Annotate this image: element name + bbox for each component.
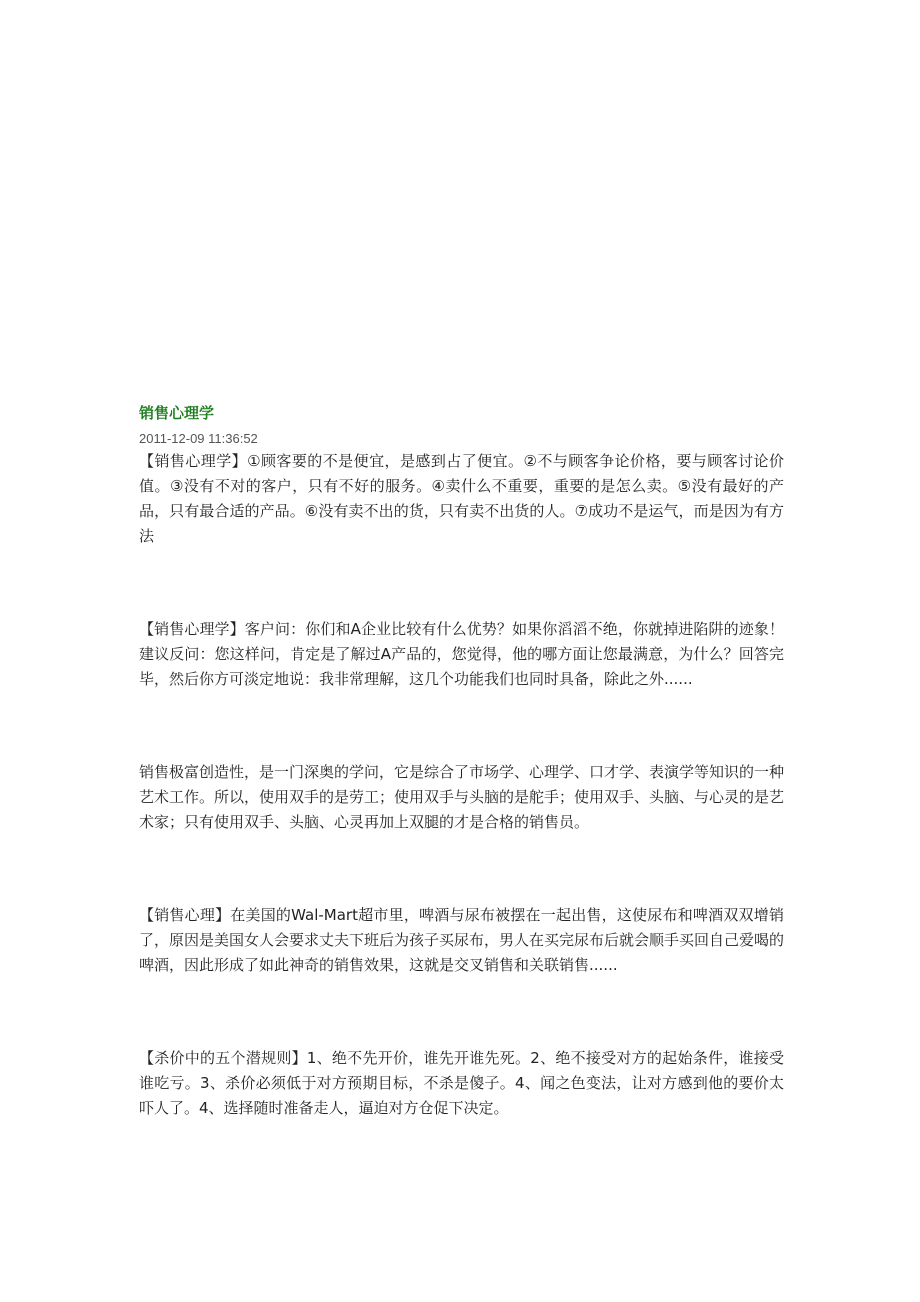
article-date: 2011-12-09 11:36:52 xyxy=(139,431,258,446)
article xyxy=(139,402,784,1121)
paragraph-competitor-question: 【销售心理学】客户问：你们和A企业比较有什么优势？如果你滔滔不绝，你就掉进陷阱的迹象！建议反问：您这样问，肯定是了解过A产品的，您觉得，他的哪方面让您最满意，为什么？回答完毕，然后你方可淡定地说：我非常理解，这几个功能我们也同时具备，除此之外...... xyxy=(139,620,784,688)
article-title: 销售心理学 xyxy=(139,404,215,422)
paragraph-bargaining-rules: 【杀价中的五个潜规则】1、绝不先开价，谁先开谁先死。2、绝不接受对方的起始条件，谁接受谁吃亏。3、杀价必须低于对方预期目标，不杀是傻子。4、闻之色变法，让对方感到他的要价太吓人了。4、选择随时准备走人，逼迫对方仓促下决定。 xyxy=(139,1049,784,1117)
paragraph-sales-psychology-tips: 【销售心理学】①顾客要的不是便宜，是感到占了便宜。②不与顾客争论价格，要与顾客讨论价值。③没有不对的客户，只有不好的服务。④卖什么不重要，重要的是怎么卖。⑤没有最好的产品，只有最合适的产品。⑥没有卖不出的货，只有卖不出货的人。⑦成功不是运气，而是因为有方法 xyxy=(139,452,784,545)
paragraph-beer-diapers: 【销售心理】在美国的Wal-Mart超市里，啤酒与尿布被摆在一起出售，这使尿布和啤酒双双增销了，原因是美国女人会要求丈夫下班后为孩子买尿布，男人在买完尿布后就会顺手买回自己爱喝的啤酒，因此形成了如此神奇的销售效果，这就是交叉销售和关联销售...... xyxy=(139,906,785,974)
paragraph-sales-creativity: 销售极富创造性，是一门深奥的学问，它是综合了市场学、心理学、口才学、表演学等知识的一种艺术工作。所以，使用双手的是劳工；使用双手与头脑的是舵手；使用双手、头脑、与心灵的是艺术家；只有使用双手、头脑、心灵再加上双腿的才是合格的销售员。 xyxy=(139,763,785,831)
